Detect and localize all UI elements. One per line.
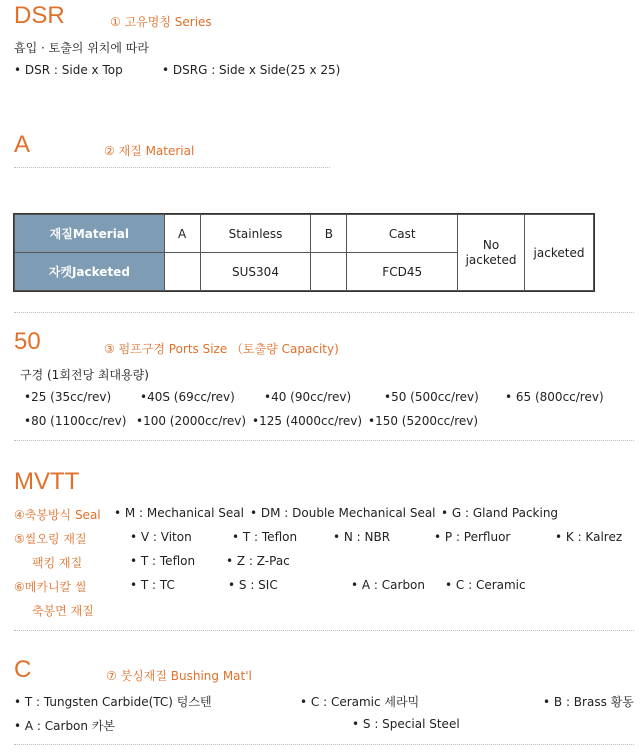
material-label: ② 재질 Material: [104, 144, 195, 158]
section-divider: [14, 312, 634, 313]
seal-face-label: 축봉면 재질: [32, 604, 94, 618]
material-stainless: Stainless: [200, 215, 311, 253]
series-code: DSR: [14, 2, 65, 29]
oring-item: • K : Kalrez: [555, 530, 623, 544]
material-a: A: [164, 215, 200, 253]
oring-item: • T : Teflon: [232, 530, 298, 544]
packing-item: • T : Teflon: [130, 554, 196, 568]
port-item: •125 (4000cc/rev): [252, 414, 363, 428]
port-item: •25 (35cc/rev): [24, 390, 112, 404]
mech-item: • A : Carbon: [351, 578, 426, 592]
oring-item: • N : NBR: [333, 530, 391, 544]
bushing-item: • B : Brass 황동: [543, 695, 634, 709]
jacketed-cell: jacketed: [525, 215, 594, 291]
oring-item: • V : Viton: [130, 530, 192, 544]
port-item: •40 (90cc/rev): [264, 390, 352, 404]
packing-label: 팩킹 재질: [32, 556, 83, 570]
material-table: [14, 214, 594, 291]
material-code: A: [14, 131, 31, 158]
section-divider: [14, 440, 634, 441]
series-label: ① 고유명칭 Series: [110, 15, 212, 29]
material-fcd: FCD45: [347, 253, 458, 291]
port-item: • 65 (800cc/rev): [505, 390, 604, 404]
series-item-dsr: • DSR : Side x Top: [14, 63, 123, 77]
mech-seal-label: ⑥메카니칼 씰: [14, 580, 87, 594]
seal-item: • G : Gland Packing: [441, 506, 559, 520]
series-desc: 흡입 · 토출의 위치에 따라: [14, 41, 149, 55]
bushing-code: C: [14, 656, 32, 683]
seal-item: • DM : Double Mechanical Seal: [250, 506, 436, 520]
bushing-item: • S : Special Steel: [352, 717, 460, 731]
oring-label: ⑤씰오링 재질: [14, 532, 87, 546]
port-item: •80 (1100cc/rev): [24, 414, 127, 428]
port-item: •50 (500cc/rev): [384, 390, 479, 404]
port-item: •100 (2000cc/rev): [136, 414, 247, 428]
series-item-dsrg: • DSRG : Side x Side(25 x 25): [162, 63, 341, 77]
seal-label: ④축봉방식 Seal: [14, 508, 101, 522]
section-divider: [14, 630, 634, 631]
seal-code: MVTT: [14, 468, 80, 495]
oring-item: • P : Perfluor: [434, 530, 511, 544]
ports-desc: 구경 (1회전당 최대용량): [20, 368, 149, 382]
mech-item: • T : TC: [130, 578, 175, 592]
section-divider: [14, 167, 330, 168]
section-divider: [14, 744, 634, 745]
empty-cell: [164, 253, 200, 291]
port-item: •40S (69cc/rev): [140, 390, 235, 404]
bushing-label: ⑦ 붓싱재질 Bushing Mat'l: [106, 669, 252, 683]
material-sus: SUS304: [200, 253, 311, 291]
ports-label: ③ 펌프구경 Ports Size （토출량 Capacity): [104, 342, 339, 356]
bushing-item: • C : Ceramic 세라믹: [300, 695, 420, 709]
port-item: •150 (5200cc/rev): [368, 414, 479, 428]
material-row-header: 재질Material: [15, 215, 165, 253]
seal-item: • M : Mechanical Seal: [114, 506, 244, 520]
mech-item: • S : SIC: [228, 578, 278, 592]
ports-code: 50: [14, 328, 41, 355]
material-cast: Cast: [347, 215, 458, 253]
bushing-item: • A : Carbon 카본: [14, 719, 116, 733]
bushing-item: • T : Tungsten Carbide(TC) 텅스텐: [14, 695, 212, 709]
no-jacketed-cell: No jacketed: [458, 215, 525, 291]
material-b: B: [311, 215, 347, 253]
mech-item: • C : Ceramic: [445, 578, 526, 592]
empty-cell: [311, 253, 347, 291]
packing-item: • Z : Z-Pac: [226, 554, 290, 568]
jacketed-row-header: 자켓Jacketed: [15, 253, 165, 291]
